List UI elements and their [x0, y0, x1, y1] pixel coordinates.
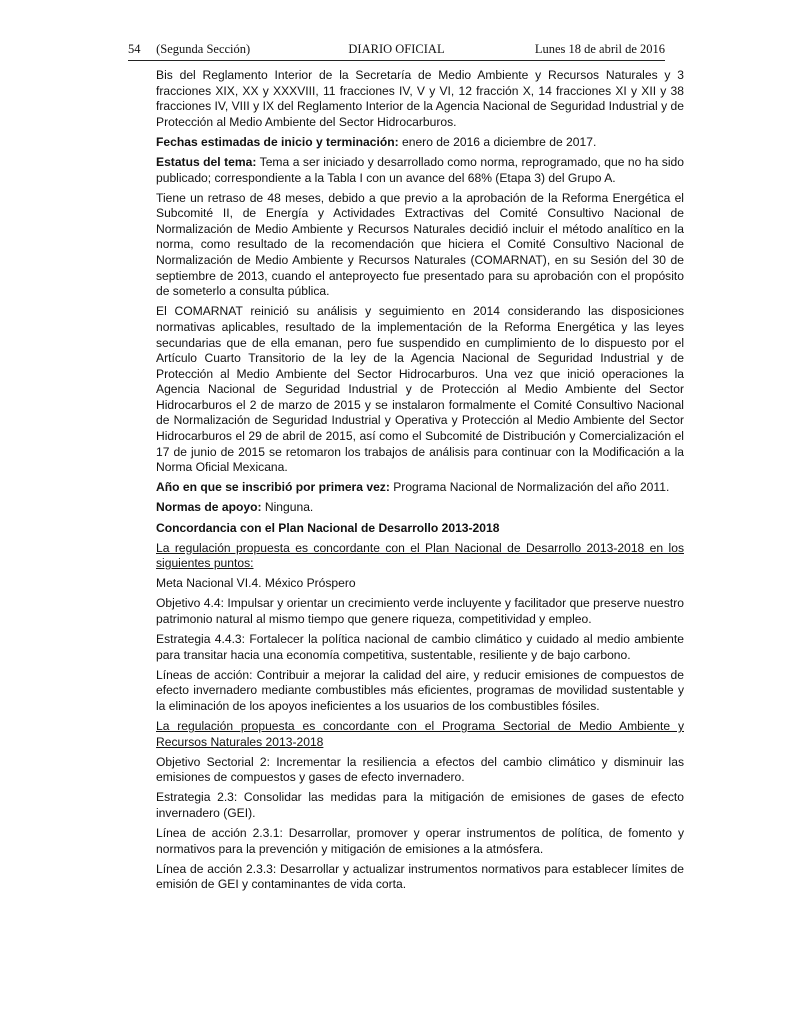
anio-label: Año en que se inscribió por primera vez:: [156, 480, 390, 495]
paragraph-anio: [156, 480, 684, 496]
linea-accion-2-3-1: Línea de acción 2.3.1: Desarrollar, promover y operar instrumentos de política, de fomento y normativos para la prevención y mitigación de emisiones a la atmósfera.: [156, 826, 684, 856]
paragraph-normas: [156, 500, 684, 516]
lineas-de-accion: Líneas de acción: Contribuir a mejorar la calidad del aire, y reducir emisiones de compuestos de efecto invernadero mediante combustibles más eficientes, programas de movilidad sustentable y la eliminación de los apoyos ineficientes a los usuarios de los combustibles fósiles.: [156, 667, 684, 713]
publication-title: DIARIO OFICIAL: [348, 42, 445, 56]
estatus-label: Estatus del tema:: [156, 154, 257, 169]
document-body: [156, 68, 684, 898]
anio-text: Programa Nacional de Normalización del año 2011.: [389, 480, 670, 495]
normas-label: Normas de apoyo:: [156, 500, 262, 515]
paragraph-retraso: Tiene un retraso de 48 meses, debido a que previo a la aprobación de la Reforma Energética el Subcomité II, de Energía y Actividades Extractivas del Comité Consultivo Nacional de Normalización de Medio Ambiente y Recursos Naturales decidió incluir el método analítico en la norma, como resultado de la recomendación que hiciera el Comité Consultivo Nacional de Normalización de Medio Ambiente y Recursos Naturales (COMARNAT), en su Sesión del 30 de septiembre de 2013, cuando el anteproyecto fue presentado para su aprobación con el propósito de someterlo a consulta pública.: [156, 190, 684, 299]
paragraph-reglamento: Bis del Reglamento Interior de la Secretaría de Medio Ambiente y Recursos Naturales y 3 fracciones XIX, XX y XXXVIII, 11 fracciones IV, V y VI, 12 fracción X, 14 fracciones XI y XII y 38 fracciones IV, VIII y IX del Reglamento Interior de la Agencia Nacional de Seguridad Industrial y de Protección al Medio Ambiente del Sector Hidrocarburos.: [156, 68, 684, 129]
paragraph-fechas: [156, 135, 684, 151]
estatus-text: Tema a ser iniciado y desarrollado como norma, reprogramado, que no ha sido publicado; correspondiente a la Tabla I con un avance del 68% (Etapa 3) del Grupo A.: [156, 154, 684, 185]
estrategia-4-4-3: Estrategia 4.4.3: Fortalecer la política nacional de cambio climático y cuidado al medio ambiente para transitar hacia una economía competitiva, sustentable, resiliente y de bajo carbono.: [156, 632, 684, 662]
fechas-label: Fechas estimadas de inicio y terminación:: [156, 134, 399, 149]
concordancia-heading: [156, 521, 684, 537]
page-number-section: 54 (Segunda Sección): [128, 42, 251, 56]
fechas-text: enero de 2016 a diciembre de 2017.: [398, 134, 597, 149]
programa-sectorial-underlined: La regulación propuesta es concordante con el Programa Sectorial de Medio Ambiente y Recursos Naturales 2013-2018: [156, 719, 684, 749]
linea-accion-2-3-3: Línea de acción 2.3.3: Desarrollar y actualizar instrumentos normativos para establecer límites de emisión de GEI y contaminantes de vida corta.: [156, 861, 684, 892]
meta-nacional: Meta Nacional VI.4. México Próspero: [156, 576, 356, 591]
pnd-underlined-intro: La regulación propuesta es concordante con el Plan Nacional de Desarrollo 2013-2018 en los siguientes puntos:: [156, 540, 684, 571]
concordancia-heading-text: Concordancia con el Plan Nacional de Desarrollo 2013-2018: [156, 520, 500, 535]
paragraph-estatus: [156, 155, 684, 186]
publication-date: Lunes 18 de abril de 2016: [534, 42, 665, 56]
objetivo-sectorial-2: Objetivo Sectorial 2: Incrementar la resiliencia a efectos del cambio climático y disminuir las emisiones de compuestos y gases de efecto invernadero.: [156, 754, 684, 785]
page-header: [128, 40, 665, 61]
objetivo-4-4: Objetivo 4.4: Impulsar y orientar un crecimiento verde incluyente y facilitador que preserve nuestro patrimonio natural al mismo tiempo que genere riqueza, competitividad y empleo.: [156, 596, 684, 626]
estrategia-2-3: Estrategia 2.3: Consolidar las medidas para la mitigación de emisiones de gases de efecto invernadero (GEI).: [156, 790, 684, 821]
normas-text: Ninguna.: [261, 500, 314, 515]
paragraph-comarnat: El COMARNAT reinició su análisis y seguimiento en 2014 considerando las disposiciones normativas aplicables, resultado de la implementación de la Reforma Energética y las leyes secundarias que de ella emanan, pero fue suspendido en cumplimiento de lo dispuesto por el Artículo Cuarto Transitorio de la ley de la Agencia Nacional de Seguridad Industrial y de Protección al Medio Ambiente del Sector Hidrocarburos. Una vez que inició operaciones la Agencia Nacional de Seguridad Industrial y de Protección al Medio Ambiente del Sector Hidrocarburos el 2 de marzo de 2015 y se instalaron formalmente el Comité Consultivo Nacional de Normalización de Seguridad Industrial y Operativa y Protección al Medio Ambiente del Sector Hidrocarburos el 29 de abril de 2015, así como el Subcomité de Distribución y Comercialización el 17 de junio de 2015 se retomaron los trabajos de análisis para continuar con la Modificación a la Norma Oficial Mexicana.: [156, 304, 684, 475]
